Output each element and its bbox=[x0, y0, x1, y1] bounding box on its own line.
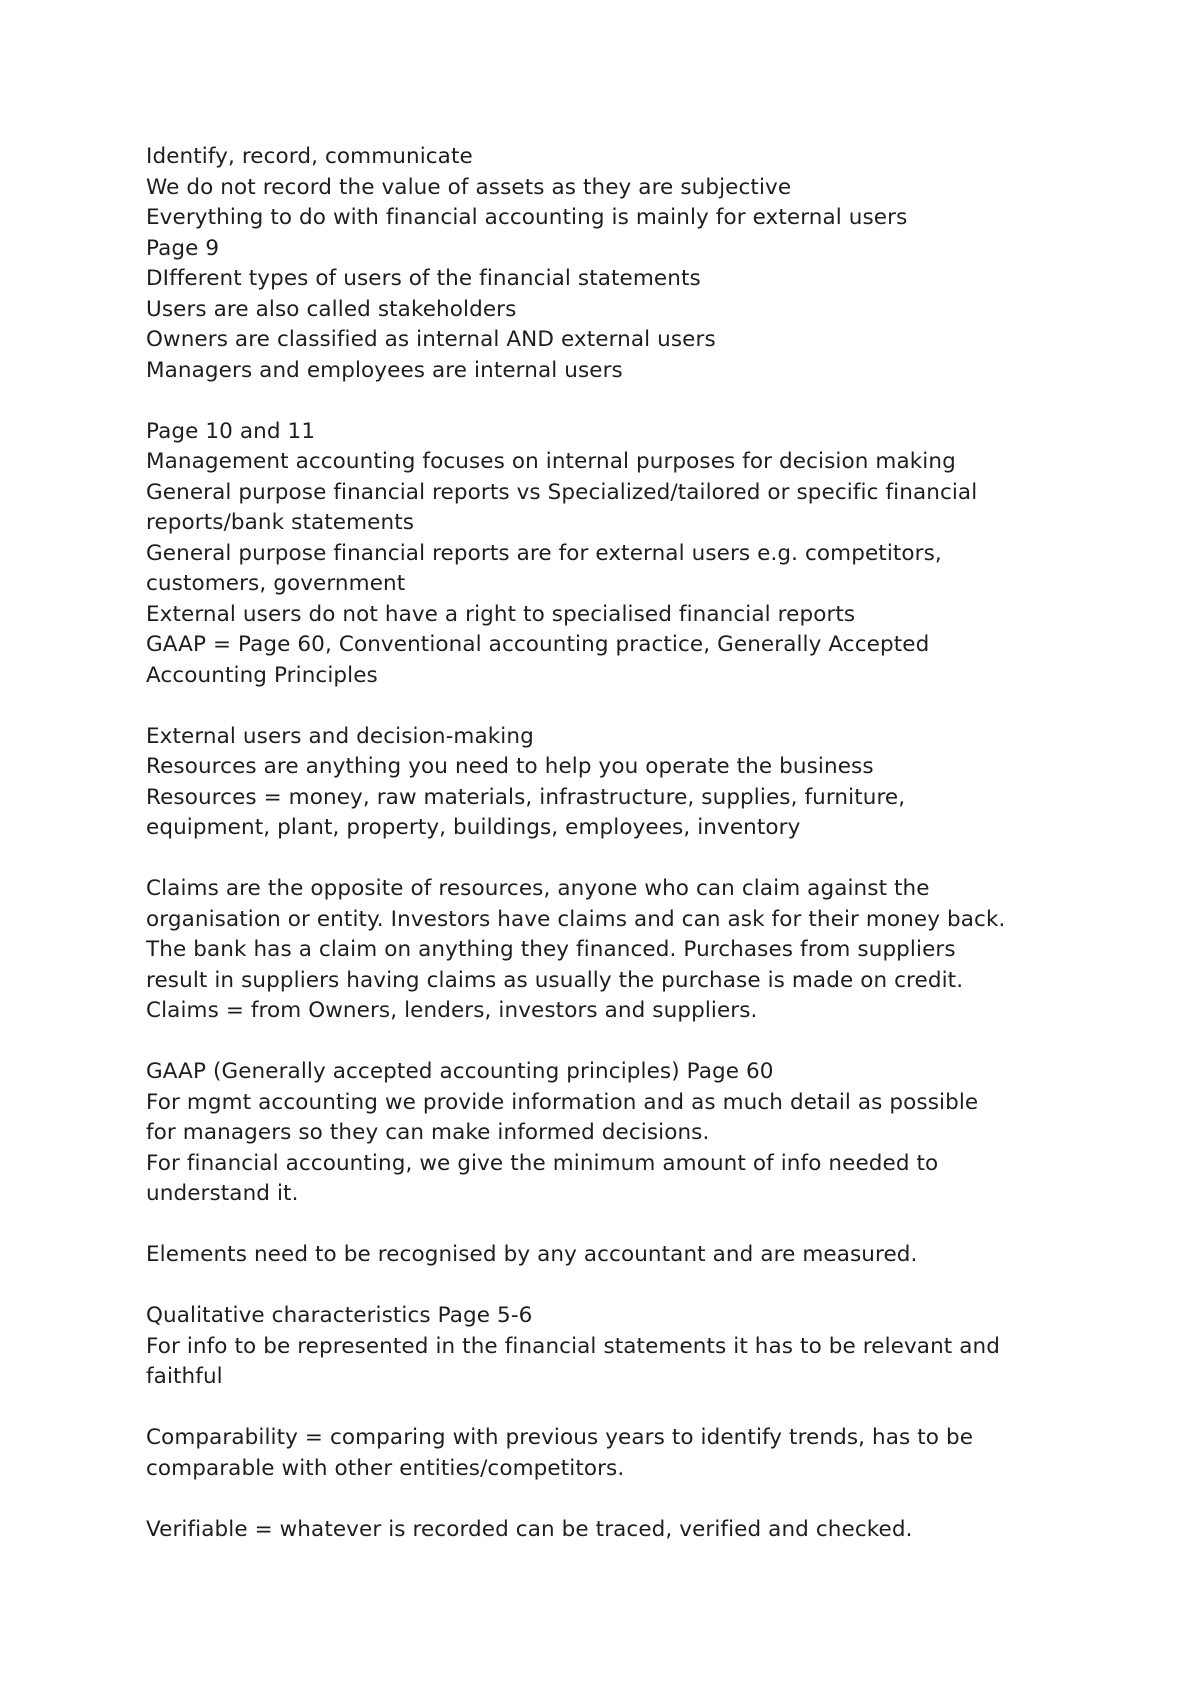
note-line: Resources = money, raw materials, infrastructure, supplies, furniture, bbox=[146, 784, 906, 810]
note-line: equipment, plant, property, buildings, employees, inventory bbox=[146, 815, 801, 840]
blank-line bbox=[146, 1484, 1086, 1515]
note-line: for managers so they can make informed decisions. bbox=[146, 1120, 710, 1145]
note-line: faithful bbox=[146, 1364, 223, 1389]
note-line: Accounting Principles bbox=[146, 662, 378, 688]
note-line: For financial accounting, we give the minimum amount of info needed to bbox=[146, 1150, 939, 1176]
section-heading: GAAP (Generally accepted accounting principles) Page 60 bbox=[146, 1059, 774, 1084]
blank-line bbox=[146, 844, 1086, 875]
page-reference: Page 10 and 11 bbox=[146, 418, 316, 444]
section-heading: External users and decision-making bbox=[146, 723, 534, 749]
blank-line bbox=[146, 386, 1086, 417]
blank-line bbox=[146, 691, 1086, 722]
note-line: We do not record the value of assets as they are subjective bbox=[146, 174, 792, 200]
note-line: General purpose financial reports vs Specialized/tailored or specific financial bbox=[146, 479, 978, 505]
note-line: Resources are anything you need to help you operate the business bbox=[146, 754, 874, 779]
note-line: Managers and employees are internal users bbox=[146, 357, 623, 383]
note-line: Claims = from Owners, lenders, investors and suppliers. bbox=[146, 998, 758, 1023]
note-line: reports/bank statements bbox=[146, 510, 415, 535]
note-line: Verifiable = whatever is recorded can be traced, verified and checked. bbox=[146, 1516, 913, 1542]
note-line: For info to be represented in the financial statements it has to be relevant and bbox=[146, 1333, 1001, 1359]
section-heading: Qualitative characteristics Page 5-6 bbox=[146, 1303, 533, 1328]
note-line: result in suppliers having claims as usually the purchase is made on credit. bbox=[146, 967, 964, 993]
blank-line bbox=[146, 1210, 1086, 1241]
note-line: Identify, record, communicate bbox=[146, 144, 473, 169]
note-line: General purpose financial reports are for external users e.g. competitors, bbox=[146, 540, 942, 566]
note-line: For mgmt accounting we provide information and as much detail as possible bbox=[146, 1089, 979, 1115]
note-line: Owners are classified as internal AND external users bbox=[146, 327, 716, 352]
blank-line bbox=[146, 1027, 1086, 1058]
note-line: understand it. bbox=[146, 1181, 299, 1206]
note-line: customers, government bbox=[146, 571, 406, 596]
page-reference: Page 9 bbox=[146, 235, 220, 261]
blank-line bbox=[146, 1393, 1086, 1424]
note-line: The bank has a claim on anything they financed. Purchases from suppliers bbox=[146, 937, 956, 962]
note-line: Elements need to be recognised by any accountant and are measured. bbox=[146, 1242, 918, 1267]
note-line: Management accounting focuses on internal purposes for decision making bbox=[146, 449, 956, 474]
note-line: External users do not have a right to specialised financial reports bbox=[146, 601, 856, 627]
note-line: Claims are the opposite of resources, anyone who can claim against the bbox=[146, 876, 930, 901]
note-line: comparable with other entities/competitors. bbox=[146, 1455, 625, 1481]
note-line: GAAP = Page 60, Conventional accounting practice, Generally Accepted bbox=[146, 632, 930, 657]
notes-body bbox=[146, 142, 1086, 1545]
note-line: Comparability = comparing with previous years to identify trends, has to be bbox=[146, 1425, 974, 1450]
note-line: Everything to do with financial accounting is mainly for external users bbox=[146, 205, 908, 230]
note-line: DIfferent types of users of the financial statements bbox=[146, 266, 701, 291]
blank-line bbox=[146, 1271, 1086, 1302]
note-line: organisation or entity. Investors have claims and can ask for their money back. bbox=[146, 906, 1006, 932]
note-line: Users are also called stakeholders bbox=[146, 296, 517, 322]
